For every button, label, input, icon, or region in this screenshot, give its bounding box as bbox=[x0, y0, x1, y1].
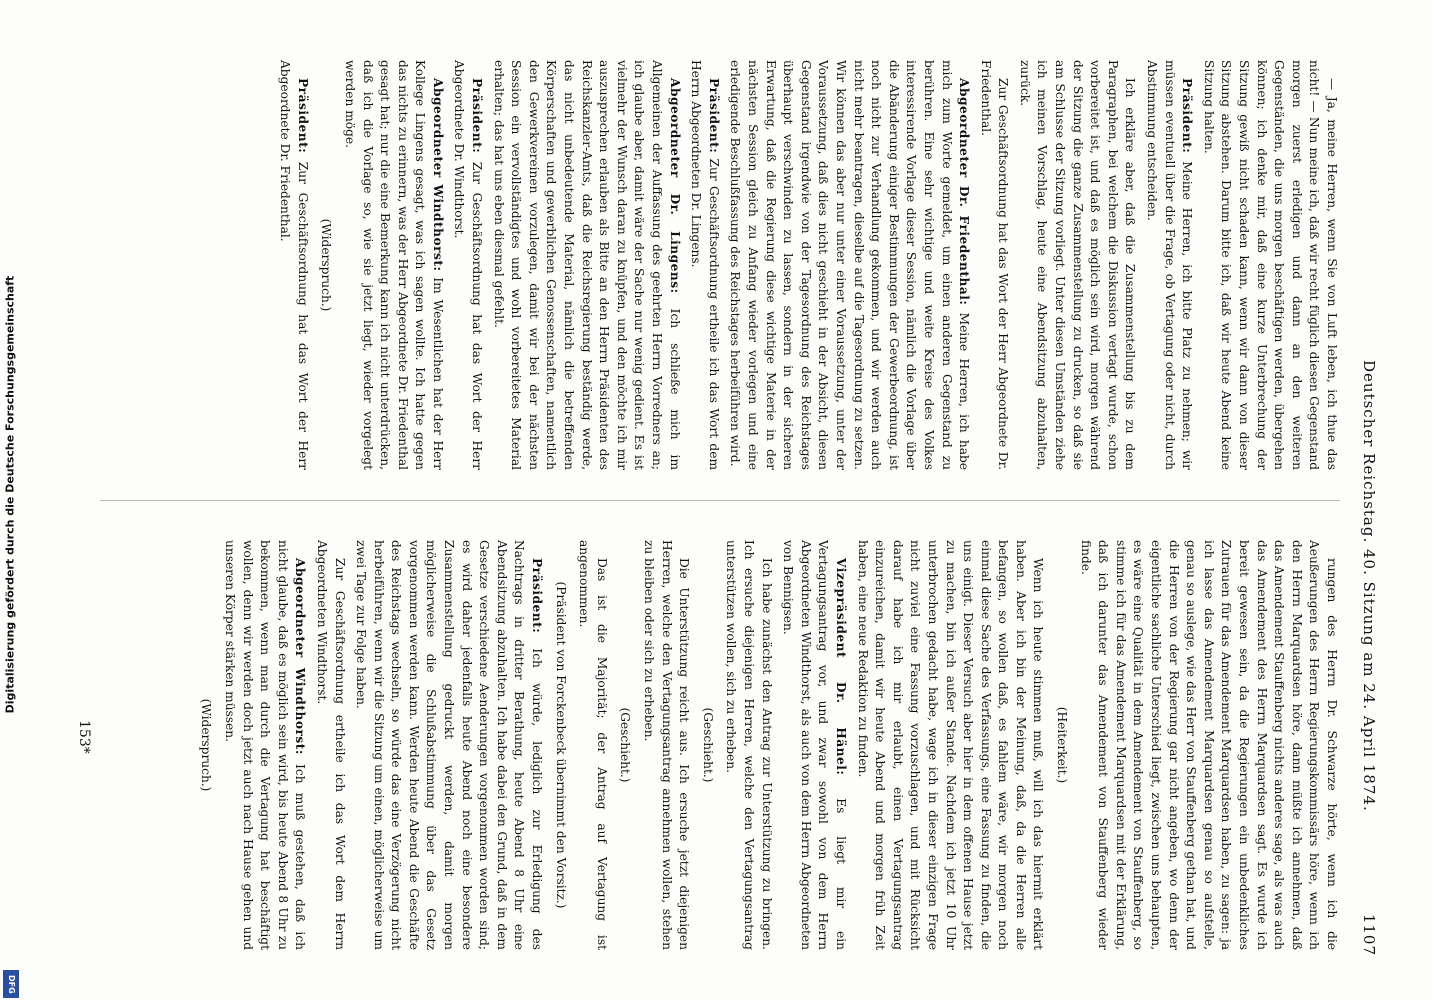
body-paragraph: Wenn ich heute stimmen muß, will ich das hiermit erklärt haben. Aber ich bin der Meinung, daß, da die Herren alle befangen, so wollen daß, es fahlem wäre, wir morgen noch einmal diese Sache des Verfassungs, eine Fassung zu finden, die uns einigt. Dieser Versuch aber hier in dem offenen Hause jetzt zu machen, bin ich außer Stande. Nachdem ich jetzt 10 Uhr unterbrochen gedacht habe, wage ich in dieser einzigen Frage nicht zuviel eine Fassung vorzuschlagen, und mit Rücksicht darauf habe ich mir erlaubt, einen Vertagungsantrag einzureichen, damit wir heute Abend und morgen früh Zeit haben, eine neue Redaktion zu finden. bbox=[855, 540, 1046, 950]
speech-text: Ich muß gestehen, daß ich nicht glaube, daß es möglich sein wird, bis heute Abend 8 Uhr zu bekommen, wenn man durch die Vertagung hat beschäftigt wollen, denn wir werden doch jetzt auch nach Hause gehen und unseren Körper stärken müssen. bbox=[222, 540, 308, 950]
speaker-name: Präsident: bbox=[295, 78, 310, 154]
speech-text: Zur Geschäftsordnung ertheile ich das Wort dem Herrn Abgeordneten Dr. Lingens. bbox=[689, 60, 721, 470]
speech-paragraph bbox=[726, 60, 972, 470]
page-title: Deutscher Reichstag. 40. Sitzung am 24. April 1874. bbox=[1360, 360, 1378, 812]
body-paragraph: Die Unterstützung reicht aus. Ich ersuche jetzt diejenigen Herren, welche den Vertagungsantrag annehmen wollen, stehen zu bleiben oder sich zu erheben. bbox=[642, 540, 692, 950]
speech-paragraph bbox=[276, 60, 311, 470]
column-divider bbox=[100, 500, 1340, 501]
speaker-name: Abgeordneter Dr. Friedenthal: bbox=[957, 78, 972, 306]
speaker-name: Vizepräsident Dr. Hänel: bbox=[833, 558, 848, 776]
stage-direction: (Präsident von Forckenbeck übernimmt den Vorsitz.) bbox=[553, 581, 568, 909]
body-paragraph: — Ja, meine Herren, wenn Sie von Luft leben, ich thue das nicht! — Nun meine ich, daß wir recht füglich diesen Gegenstand morgen zuerst erledigen und dann an den weiteren Gegenständen, die uns morgen beschäftigen werden, übergehen können; ich denke mir, daß eine kurze Unterbrechung der Sitzung gewiß nicht schaden kann, wenn wir dann von dieser Sitzung abstehen. Darum bitte ich, daß wir heute Abend keine Sitzung halten. bbox=[1201, 60, 1339, 470]
stage-direction: (Heiterkeit.) bbox=[1055, 706, 1070, 784]
page-header bbox=[1352, 40, 1382, 960]
speech-paragraph bbox=[220, 540, 308, 950]
speaker-name: Präsident: bbox=[706, 78, 721, 154]
speech-paragraph bbox=[1142, 60, 1195, 470]
speech-paragraph bbox=[489, 60, 683, 470]
speech-text: Meine Herren, ich bitte Platz zu nehmen; wir müssen eventuell über die Frage, ob Vertagung oder nicht, durch Abstimmung entscheiden. bbox=[1145, 60, 1195, 470]
speech-paragraph bbox=[340, 60, 446, 470]
page-number: 1107 bbox=[1360, 913, 1378, 956]
speech-text: Im Wesentlichen hat der Herr Kollege Lingens gesagt, was ich sagen wollte. Ich hatte gegen das nichts zu erinnern, was der Herr Abgeordnete Dr. Friedenthal gesagt hat; nur die eine Bemerkung kann ich nicht unterdrücken, daß ich die Vorlage so, wie sie jetzt liegt, wieder vorgelegt werden möge. bbox=[342, 60, 445, 470]
speech-paragraph bbox=[779, 540, 849, 950]
right-column bbox=[90, 540, 1340, 950]
watermark-text: Digitalisierung gefördert durch die Deutsche Forschungsgemeinschaft bbox=[3, 275, 17, 714]
body-paragraph: Zur Geschäftsordnung ertheile ich das Wort dem Herrn Abgeordneten Windthorst. bbox=[314, 540, 347, 950]
speaker-name: Präsident: bbox=[470, 78, 485, 154]
left-column bbox=[90, 60, 1340, 470]
dfg-logo-badge: DFG bbox=[3, 970, 19, 998]
speaker-name: Abgeordneter Windthorst: bbox=[430, 78, 445, 272]
speech-text: Zur Geschäftsordnung hat das Wort der Herr Abgeordnete Dr. Friedenthal. bbox=[278, 60, 310, 470]
stage-direction: (Geschieht.) bbox=[618, 707, 633, 783]
body-paragraph: Zur Geschäftsordnung hat das Wort der Herr Abgeordnete Dr. Friedenthal. bbox=[978, 60, 1011, 470]
speaker-name: Präsident: bbox=[1180, 78, 1195, 154]
speech-text: Es liegt mir ein Vertagungsantrag vor, und zwar sowohl von dem Herrn Abgeordneten Windthorst, als auch von dem Herrn Abgeordneten von Bennigsen. bbox=[781, 540, 848, 950]
speaker-name: Abgeordneter Windthorst: bbox=[293, 558, 308, 755]
speech-text: Ich schließe mich im Allgemeinen der Auffassung des geehrten Herrn Vorredners an; ich glaube aber, damit wäre der Sache nur wenig gedient. Es ist vielmehr der Wunsch daran zu knüpfen, und den möchte ich mir auszusprechen erlauben als Bitte an den Herrn Präsidenten des Reichskanzler-Amts, daß die Reichsregierung beständig werde, das nicht unbedeutende Material, nämlich die betreffenden Körperschaften und gewerblichen Genossenschaften, namentlich den Gewerkvereinen vorzulegen, damit wir bei der nächsten Session ein vervollständigtes und wohl vorbereitetes Material erhalten; das hat uns eben diesmal gefehlt. bbox=[491, 60, 682, 470]
body-paragraph: Das ist die Majorität; der Antrag auf Vertagung ist angenommen. bbox=[577, 540, 609, 950]
body-paragraph: Ich erkläre aber, daß die Zusammenstellung bis zu dem Paragraphen, bei welchem die Diskussion vertagt wurde, schon vorbereitet ist, und daß es möglich sein wird, morgen während der Sitzung die ganze Zusammenstellung zu drucken, so daß sie am Schlusse der Sitzung vorliegt. Unter diesen Umständen ziehe ich meinen Vorschlag, heute eine Abendsitzung abzuhalten, zurück. bbox=[1017, 60, 1138, 470]
stage-direction: (Geschieht.) bbox=[700, 707, 715, 783]
speech-paragraph bbox=[450, 60, 485, 470]
body-paragraph: rungen des Herrn Dr. Schwarze hörte, wenn ich die Aeußerungen des Herrn Regierungskommissärs höre, wenn ich den Herrn Marquardsen höre, dann müßte ich annehmen, daß das Amendement Stauffenberg nichts anderes sage, als was auch das Amendement des Herrn Marquardsen sagt. Es wurde ich bereit gewesen sein, da die Regierungen ein unbedenkliches Zutrauen für das Amendement Marquardsen haben, zu sagen: ja ich lasse das Amendement Marquardsen genau so aufstelle, genau so auslege, wie das Herr von Stauffenberg gethan hat, und die Herren von der Regierung gar nicht angeben, wo denn der eigentliche sachliche Unterschied liegt, zwischen uns behaupten, es wäre eine Qualität in dem Amendement von Stauffenberg, so stimme ich für das Amendement Marquardsen mit der Erklärung, daß ich darunter das Amendement von Stauffenberg wieder finde. bbox=[1078, 540, 1339, 950]
speaker-name: Abgeordneter Dr. Lingens: bbox=[667, 78, 682, 294]
speech-text: Meine Herren, ich habe mich zum Worte gemeldet, um einen anderen Gegenstand zu berühren. Eine sehr wichtige und weite Kreise des Volkes interessirende Vorlage dieser Session, nämlich die Vorlage über die Abänderung einiger Bestimmungen der Gewerbeordnung, ist noch nicht zur Verhandlung gekommen, und wir werden auch nicht mehr beantragen, dieselbe auf die Tagesordnung zu setzen. Wir können das aber nur unter einer Voraussetzung, unter der Voraussetzung, daß dies nicht geschieht in der Absicht, diesen Gegenstand irgendwie von der Tagesordnung des Reichstages überhaupt verschwinden zu lassen, sondern in der sicheren Erwartung, daß die Regierung diese wichtige Materie in der nächsten Session gleich zu Anfang wieder vorlegen und eine erledigende Beschlußfassung des Reichstages herbeiführen wird. bbox=[728, 60, 972, 470]
sheet-signature: 153* bbox=[76, 720, 92, 754]
speech-text: Zur Geschäftsordnung hat das Wort der Herr Abgeordnete Dr. Windthorst. bbox=[452, 60, 485, 470]
stage-direction: (Widerspruch.) bbox=[319, 218, 334, 312]
stage-direction: (Widerspruch.) bbox=[199, 698, 214, 792]
speech-paragraph bbox=[352, 540, 546, 950]
speech-paragraph bbox=[687, 60, 722, 470]
speech-text: Ich würde, lediglich zur Erledigung des Nachtrags in dritter Berathung, heute Abend 8 Uhr eine Abendsitzung abzuhalten. Ich habe dabei den Grund, daß in dem Gesetze verschiedene Aenderungen vorgenommen worden sind; es wird daher jedenfalls heute Abend noch eine besondere Zusammenstellung gedruckt werden, damit morgen möglicherweise die Schlußabstimmung über das Gesetz vorgenommen werden kann. Werden heute Abend die Geschäfte des Reichstags wechseln, so würde das eine Verzögerung nicht herbeiführen, wenn wir die Sitzung um einen, möglicherweise um zwei Tage zur Folge haben. bbox=[354, 540, 545, 950]
body-paragraph: Ich habe zunächst den Antrag zur Unterstützung zu bringen. Ich ersuche diejenigen Herren, welche den Vertagungsantrag unterstützen wollen, sich zu erheben. bbox=[724, 540, 774, 950]
speaker-name: Präsident: bbox=[530, 558, 545, 634]
